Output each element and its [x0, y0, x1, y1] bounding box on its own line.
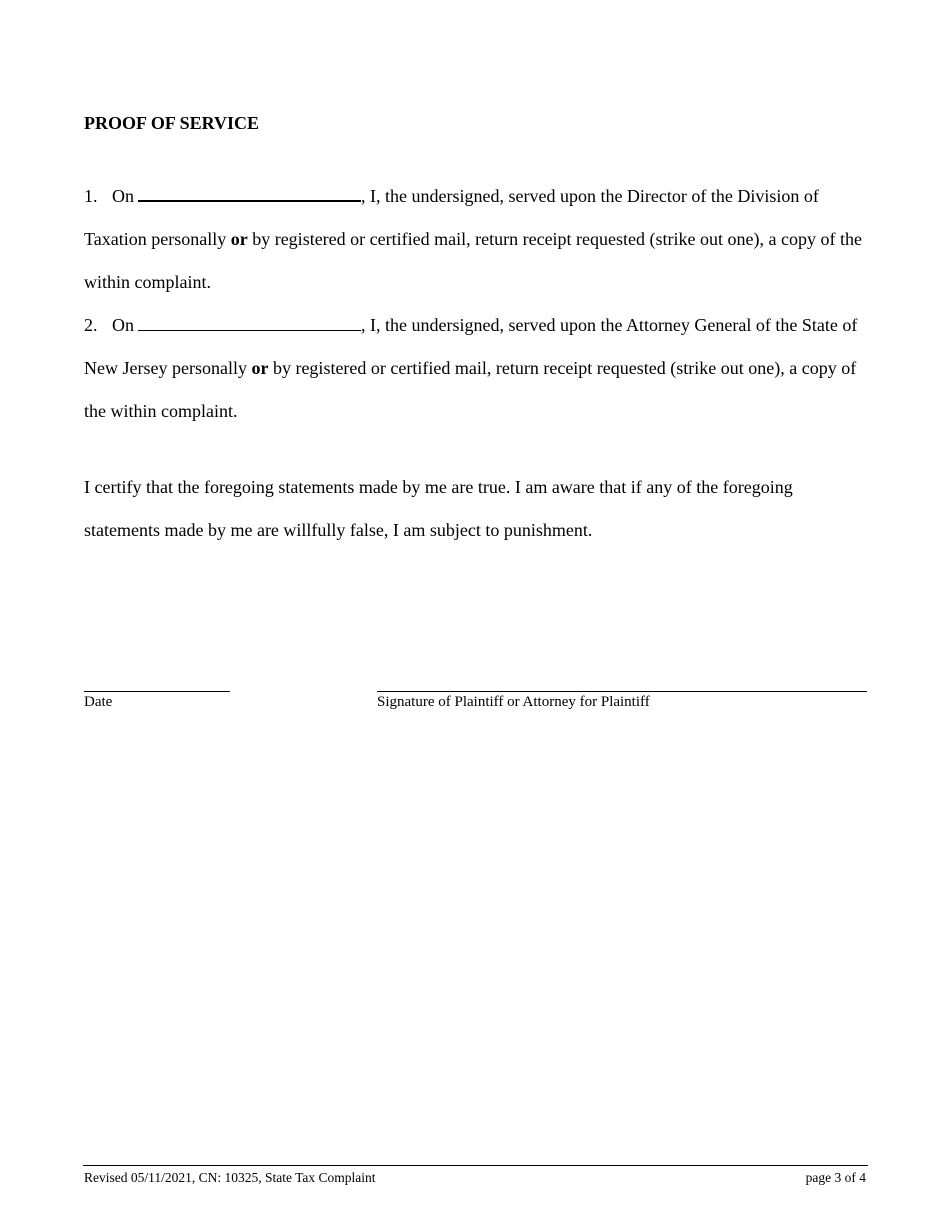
- footer-page-number: page 3 of 4: [805, 1170, 866, 1185]
- date-signature-line[interactable]: [84, 691, 230, 692]
- item-number: 2.: [84, 315, 98, 335]
- page-title: PROOF OF SERVICE: [84, 113, 260, 133]
- footer-revision-info: Revised 05/11/2021, CN: 10325, State Tax Complaint: [84, 1170, 376, 1185]
- item-emphasis: or: [251, 358, 269, 378]
- footer-divider: [83, 1165, 868, 1166]
- service-list: [84, 175, 866, 433]
- item-body: [84, 315, 857, 421]
- item-text-part2: by registered or certified mail, return receipt requested (strike out one), a copy of the within complaint.: [84, 229, 862, 292]
- item-emphasis: or: [230, 229, 248, 249]
- signature-line[interactable]: [377, 691, 867, 692]
- item-prefix: On: [112, 186, 134, 206]
- item-body: [84, 186, 862, 292]
- item-text-part2: by registered or certified mail, return receipt requested (strike out one), a copy of the within complaint.: [84, 358, 857, 421]
- date-blank-field[interactable]: [138, 329, 361, 331]
- certification-statement: I certify that the foregoing statements made by me are true. I am aware that if any of the foregoing statements made by me are willfully false, I am subject to punishment.: [84, 477, 793, 540]
- date-label: Date: [84, 694, 113, 710]
- service-item-director: [84, 175, 866, 304]
- date-blank-field[interactable]: [138, 199, 361, 202]
- service-item-attorney-general: [84, 304, 866, 433]
- item-prefix: On: [112, 315, 134, 335]
- item-text-part1: , I, the undersigned, served upon the Attorney General of the State of New Jersey personally: [84, 315, 858, 378]
- item-number: 1.: [84, 186, 98, 206]
- item-text-part1: , I, the undersigned, served upon the Director of the Division of Taxation personally: [84, 186, 819, 249]
- signature-label: Signature of Plaintiff or Attorney for Plaintiff: [377, 694, 650, 710]
